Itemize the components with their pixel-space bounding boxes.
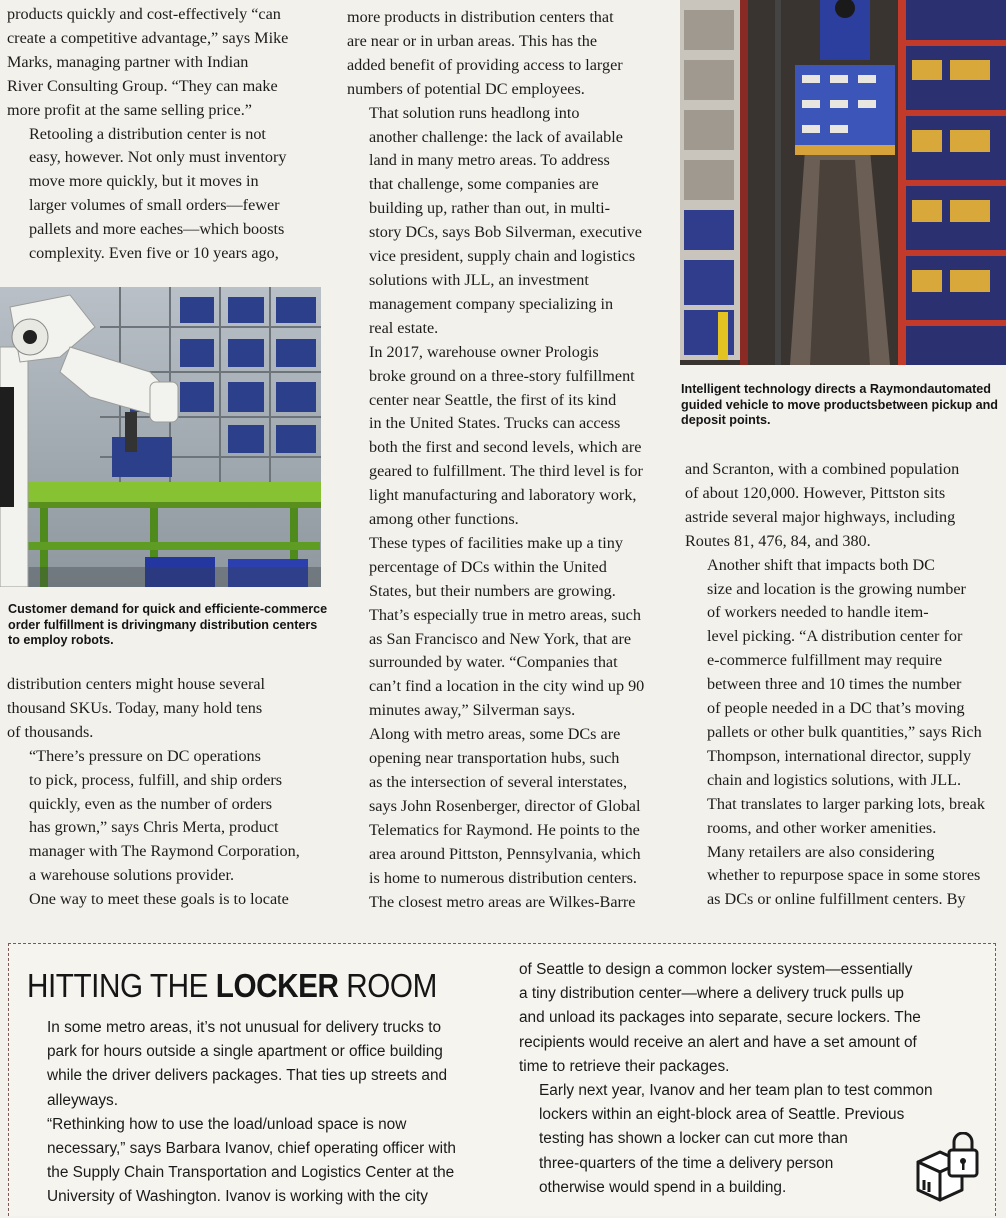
text-line: as the intersection of several interstates, <box>369 773 628 791</box>
text-line: light manufacturing and laboratory work, <box>369 486 637 505</box>
text-line: while the driver delivers packages. That ties up streets and <box>47 1067 448 1085</box>
text-line: to pick, process, fulfill, and ship orders <box>29 770 283 789</box>
text-line: of Seattle to design a common locker system—essentially <box>519 961 913 978</box>
text-line: Routes 81, 476, 84, and 380. <box>685 531 871 550</box>
text-line: That’s especially true in metro areas, such <box>369 605 641 624</box>
text-line: Customer demand for quick and efficient <box>8 602 253 616</box>
text-line: States, but their numbers are growing. <box>369 581 616 600</box>
paragraph <box>685 841 1000 913</box>
column-3 <box>685 458 1000 912</box>
text-line: pallets and more eaches—which boosts <box>29 220 285 239</box>
text-line: rooms, and other worker amenities. <box>707 818 937 837</box>
robot-arm-warehouse-icon <box>0 287 321 587</box>
text-line: the Supply Chain Transportation and Logistics Center at the <box>47 1164 455 1182</box>
text-line: among other functions. <box>369 510 519 529</box>
title-part: ROOM <box>338 967 437 1004</box>
text-line: move more quickly, but it moves in <box>29 172 259 191</box>
text-line: of about 120,000. However, Pittston sits <box>685 483 946 502</box>
text-line: chain and logistics solutions, with JLL. <box>707 770 962 789</box>
text-line: a warehouse solutions provider. <box>29 866 234 885</box>
text-line: Many retailers are also considering <box>707 842 935 861</box>
column-1-bottom <box>7 673 322 912</box>
agv-photo <box>680 0 1006 365</box>
text-line: products quickly and cost-effectively “can <box>7 5 281 23</box>
paragraph <box>27 1016 502 1113</box>
text-line: between pickup and deposit points. <box>681 397 999 427</box>
text-line: can’t find a location in the city wind up 90 <box>369 677 645 696</box>
text-line: size and location is the growing number <box>707 579 966 598</box>
text-line: otherwise would spend in a building. <box>539 1178 787 1196</box>
text-line: building up, rather than out, in multi- <box>369 199 610 218</box>
paragraph <box>347 723 657 914</box>
text-line: area around Pittston, Pennsylvania, which <box>369 844 641 863</box>
text-line: three-quarters of the time a delivery person <box>539 1154 834 1172</box>
sidebar-column-left <box>27 1016 502 1210</box>
paragraph <box>347 6 657 102</box>
paragraph <box>519 958 984 1079</box>
text-line: larger volumes of small orders—fewer <box>29 196 280 215</box>
text-line: distribution centers might house several <box>7 675 266 693</box>
text-line: create a competitive advantage,” says Mike <box>7 28 289 47</box>
text-line: and Scranton, with a combined population <box>685 460 960 478</box>
text-line: quickly, even as the number of orders <box>29 794 273 813</box>
automated-guided-vehicle-icon <box>680 0 1006 365</box>
text-line: between three and 10 times the number <box>707 675 962 694</box>
text-line: broke ground on a three-story fulfillment <box>369 366 635 385</box>
text-line: “There’s pressure on DC operations <box>29 746 261 765</box>
paragraph <box>347 532 657 723</box>
text-line: real estate. <box>369 318 439 337</box>
text-line: story DCs, says Bob Silverman, executive <box>369 223 642 242</box>
text-line: as DCs or online fulfillment centers. By <box>707 890 966 909</box>
text-line: necessary,” says Barbara Ivanov, chief operating officer with <box>47 1140 456 1158</box>
photo-caption <box>8 602 328 649</box>
text-line: and unload its packages into separate, secure lockers. The <box>519 1009 921 1027</box>
text-line: astride several major highways, including <box>685 507 956 526</box>
text-line: time to retrieve their packages. <box>519 1057 730 1075</box>
column-2 <box>347 6 657 914</box>
paragraph <box>7 745 322 888</box>
sidebar-title <box>27 968 437 1004</box>
text-line: That translates to larger parking lots, break <box>707 794 985 813</box>
text-line: of workers needed to handle item- <box>707 603 929 622</box>
text-line: more profit at the same selling price.” <box>7 100 252 119</box>
paragraph <box>685 554 1000 841</box>
text-line: manager with The Raymond Corporation, <box>29 842 300 861</box>
column-1-top <box>7 3 317 266</box>
text-line: Marks, managing partner with Indian <box>7 52 249 71</box>
text-line: Another shift that impacts both DC <box>707 555 935 574</box>
text-line: another challenge: the lack of available <box>369 127 623 146</box>
text-line: The closest metro areas are Wilkes-Barre <box>369 892 636 911</box>
text-line: Thompson, international director, supply <box>707 746 972 765</box>
text-line: That solution runs headlong into <box>369 103 580 122</box>
text-line: In 2017, warehouse owner Prologis <box>369 342 599 361</box>
sidebar-box <box>8 943 996 1216</box>
paragraph <box>7 123 317 266</box>
text-line: e-commerce fulfillment may require <box>707 651 943 670</box>
text-line: University of Washington. Ivanov is working with the city <box>47 1188 428 1206</box>
text-line: solutions with JLL, an investment <box>369 270 589 289</box>
text-line: Telematics for Raymond. He points to the <box>369 820 640 839</box>
paragraph <box>7 888 322 912</box>
text-line: are near or in urban areas. This has the <box>347 31 598 50</box>
robot-arm-photo <box>0 287 321 587</box>
text-line: as San Francisco and New York, that are <box>369 629 632 648</box>
text-line: minutes away,” Silverman says. <box>369 701 576 720</box>
text-line: many distribution centers to employ robots. <box>8 617 318 647</box>
text-line: of thousands. <box>7 722 94 741</box>
text-line: management company specializing in <box>369 294 614 313</box>
text-line: in the United States. Trucks can access <box>369 414 621 433</box>
text-line: lockers within an eight-block area of Seattle. Previous <box>539 1106 905 1124</box>
text-line: thousand SKUs. Today, many hold tens <box>7 698 263 717</box>
text-line: testing has shown a locker can cut more than <box>539 1130 848 1148</box>
text-line: complexity. Even five or 10 years ago, <box>29 244 279 263</box>
text-line: e-commerce order fulfillment is driving <box>8 602 328 632</box>
text-line: percentage of DCs within the United <box>369 557 607 576</box>
text-line: surrounded by water. “Companies that <box>369 653 618 672</box>
text-line: whether to repurpose space in some stores <box>707 866 981 885</box>
locked-package-icon <box>914 1132 980 1202</box>
text-line: has grown,” says Chris Merta, product <box>29 818 279 837</box>
text-line: automated guided vehicle to move products <box>681 382 992 412</box>
text-line: recipients would receive an alert and have a set amount of <box>519 1033 917 1051</box>
text-line: both the first and second levels, which are <box>369 438 642 457</box>
text-line: Along with metro areas, some DCs are <box>369 725 621 744</box>
text-line: In some metro areas, it’s not unusual for delivery trucks to <box>47 1019 442 1036</box>
text-line: easy, however. Not only must inventory <box>29 148 287 167</box>
text-line: alleyways. <box>47 1091 118 1109</box>
paragraph <box>685 458 1000 554</box>
text-line: vice president, supply chain and logistics <box>369 247 636 266</box>
paragraph <box>347 102 657 341</box>
text-line: of people needed in a DC that’s moving <box>707 699 965 718</box>
paragraph <box>347 341 657 532</box>
text-line: added benefit of providing access to larger <box>347 55 623 74</box>
text-line: One way to meet these goals is to locate <box>29 890 289 909</box>
paragraph <box>27 1113 502 1210</box>
text-line: River Consulting Group. “They can make <box>7 76 278 95</box>
text-line: numbers of potential DC employees. <box>347 79 585 98</box>
text-line: level picking. “A distribution center for <box>707 627 963 646</box>
paragraph <box>7 673 322 745</box>
title-part: HITTING THE <box>27 967 216 1004</box>
text-line: that challenge, some companies are <box>369 175 599 194</box>
text-line: is home to numerous distribution centers. <box>369 868 637 887</box>
title-bold-part: LOCKER <box>215 967 339 1004</box>
text-line: park for hours outside a single apartment or office building <box>47 1043 443 1061</box>
text-line: opening near transportation hubs, such <box>369 749 620 768</box>
text-line: land in many metro areas. To address <box>369 151 610 170</box>
photo-caption <box>681 382 1001 429</box>
text-line: a tiny distribution center—where a delivery truck pulls up <box>519 985 904 1003</box>
text-line: “Rethinking how to use the load/unload space is now <box>47 1115 407 1133</box>
text-line: Retooling a distribution center is not <box>29 124 266 143</box>
text-line: center near Seattle, the first of its kind <box>369 390 617 409</box>
text-line: Intelligent technology directs a Raymond <box>681 382 928 396</box>
text-line: says John Rosenberger, director of Global <box>369 796 641 815</box>
text-line: Early next year, Ivanov and her team plan to test common <box>539 1082 933 1100</box>
text-line: pallets or other bulk quantities,” says Rich <box>707 722 982 741</box>
text-line: geared to fulfillment. The third level is for <box>369 462 643 481</box>
paragraph <box>7 3 317 123</box>
text-line: These types of facilities make up a tiny <box>369 533 623 552</box>
text-line: more products in distribution centers that <box>347 8 614 26</box>
